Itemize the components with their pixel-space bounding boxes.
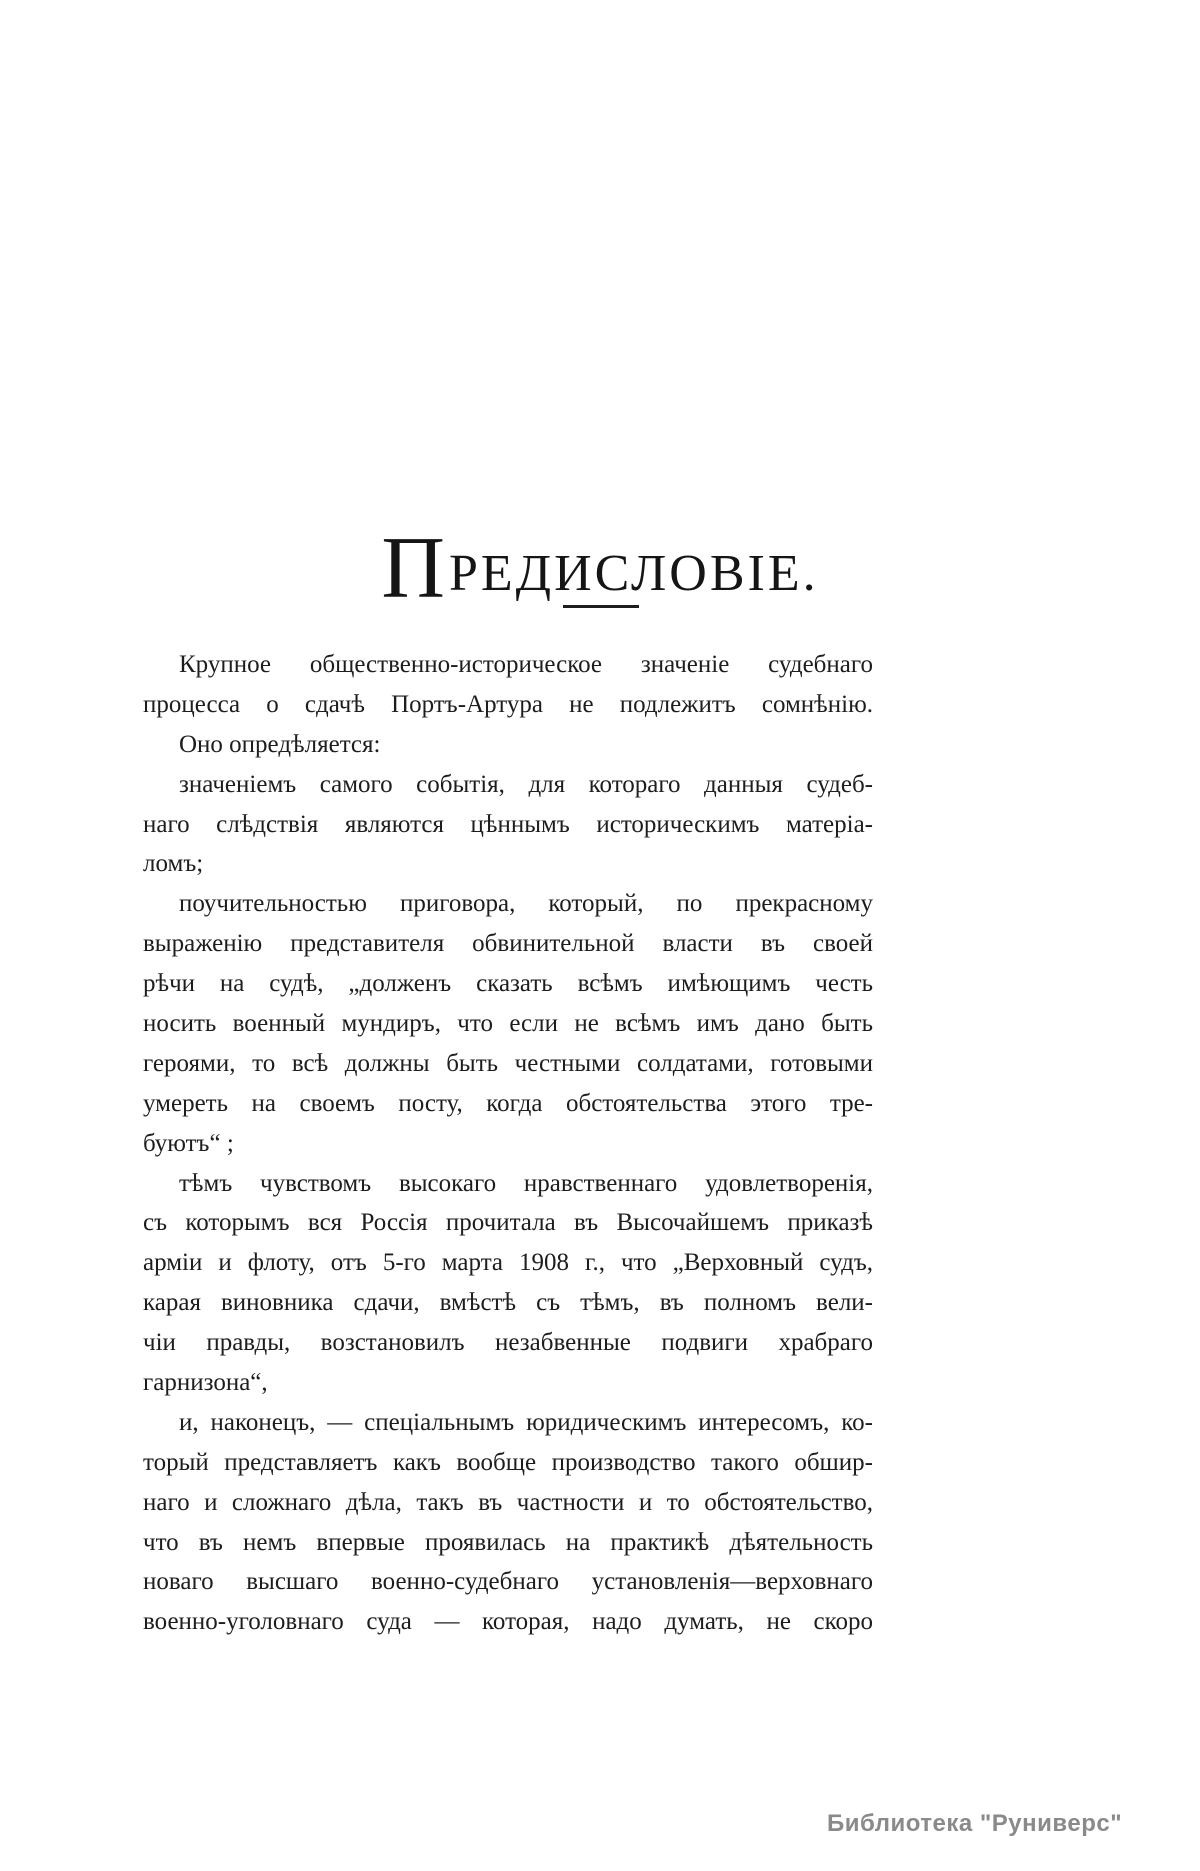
- text-line: новаго высшаго военно-судебнаго установленія—верховнаго: [143, 1568, 873, 1596]
- text-line: чіи правды, возстановилъ незабвенные подвиги храбраго: [143, 1329, 873, 1357]
- text-line: выраженію представителя обвинительной власти въ своей: [143, 930, 873, 958]
- title-divider-rule: [563, 605, 639, 608]
- page-title-rest: РЕДИСЛОВІЕ.: [448, 545, 819, 602]
- text-line: гарнизона“,: [143, 1369, 268, 1397]
- text-line: умереть на своемъ посту, когда обстоятельства этого тре-: [143, 1089, 873, 1117]
- preface-text: [143, 645, 873, 1642]
- text-line: рѣчи на судѣ, „долженъ сказать всѣмъ имѣющимъ честь: [143, 970, 873, 998]
- text-line: буютъ“ ;: [143, 1129, 234, 1157]
- text-line: карая виновника сдачи, вмѣстѣ съ тѣмъ, въ полномъ вели-: [143, 1289, 873, 1317]
- text-line: поучительностью приговора, который, по прекрасному: [179, 890, 873, 918]
- text-line: героями, то всѣ должны быть честными солдатами, готовыми: [143, 1049, 873, 1077]
- text-line: наго слѣдствія являются цѣннымъ историческимъ матеріа-: [143, 810, 873, 838]
- page-title: [0, 518, 1200, 617]
- text-line: Оно опредѣляется:: [179, 730, 381, 758]
- text-line: съ которымъ вся Россія прочитала въ Высочайшемъ приказѣ: [143, 1209, 873, 1237]
- text-line: процесса о сдачѣ Портъ-Артура не подлежитъ сомнѣнію.: [143, 690, 873, 718]
- text-line: ломъ;: [143, 850, 204, 878]
- text-line: тѣмъ чувствомъ высокаго нравственнаго удовлетворенія,: [179, 1169, 873, 1197]
- text-line: носить военный мундиръ, что если не всѣмъ имъ дано быть: [143, 1010, 873, 1038]
- text-line: военно-уголовнаго суда — которая, надо думать, не скоро: [143, 1608, 873, 1636]
- text-line: что въ немъ впервые проявилась на практикѣ дѣятельность: [143, 1528, 873, 1556]
- page-title-initial-letter: П: [381, 520, 449, 617]
- library-watermark: Библиотека "Руниверс": [827, 1810, 1123, 1837]
- text-line: Крупное общественно-историческое значеніе судебнаго: [179, 651, 873, 678]
- text-line: наго и сложнаго дѣла, такъ въ частности и то обстоятельство,: [143, 1488, 873, 1516]
- text-line: арміи и флоту, отъ 5-го марта 1908 г., что „Верховный судъ,: [143, 1249, 873, 1277]
- text-line: торый представляетъ какъ вообще производство такого обшир-: [143, 1448, 873, 1476]
- text-line: и, наконецъ, — спеціальнымъ юридическимъ интересомъ, ко-: [179, 1408, 873, 1436]
- text-line: значеніемъ самого событія, для котораго данныя судеб-: [179, 770, 873, 798]
